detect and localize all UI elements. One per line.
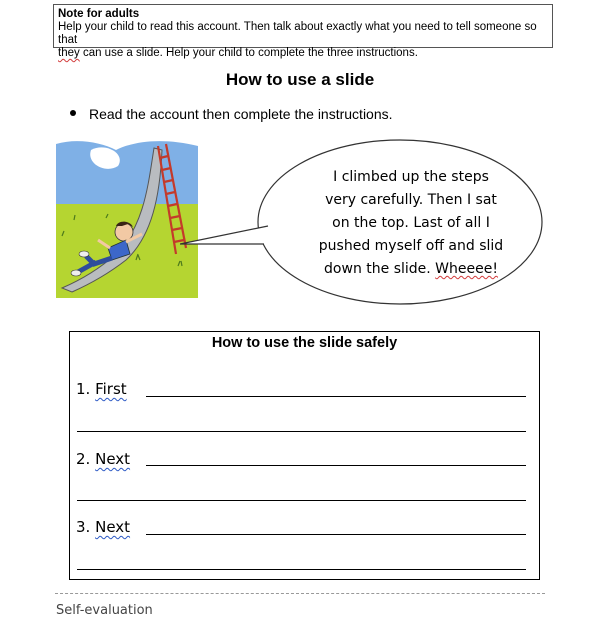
bubble-line: very carefully. Then I sat <box>325 192 497 208</box>
step-word: Next <box>95 450 131 468</box>
step-2-answer-line-2[interactable] <box>77 500 526 501</box>
instructions-title: How to use the slide safely <box>211 335 398 351</box>
step-1-answer-line-2[interactable] <box>77 431 526 432</box>
child-on-slide-illustration <box>56 136 198 298</box>
footer-divider <box>55 593 545 594</box>
note-line-2-rest: can use a slide. Help your child to complete the three instructions. <box>79 47 418 59</box>
step-3-label <box>76 518 130 536</box>
step-1-answer-line[interactable] <box>146 396 526 397</box>
note-spellcheck-word: they <box>58 47 80 59</box>
step-number: 1. <box>76 380 91 398</box>
page-title: How to use a slide <box>225 70 375 89</box>
bubble-line: I climbed up the steps <box>333 169 489 185</box>
step-number: 3. <box>76 518 91 536</box>
step-3-answer-line-2[interactable] <box>77 569 526 570</box>
note-title: Note for adults <box>58 8 140 20</box>
bubble-line-lead: down the slide. <box>324 261 436 277</box>
step-word: Next <box>95 518 131 536</box>
step-1-label <box>76 380 127 398</box>
note-line-2 <box>58 47 548 60</box>
note-line-1: Help your child to read this account. Then talk about exactly what you need to tell someone so that <box>58 21 537 46</box>
speech-bubble-text <box>296 166 526 281</box>
bubble-line <box>296 258 526 281</box>
step-3-answer-line[interactable] <box>146 534 526 535</box>
instructions-box <box>69 331 540 580</box>
step-word: First <box>95 380 127 398</box>
step-number: 2. <box>76 450 91 468</box>
bullet-icon <box>70 110 76 116</box>
bubble-exclaim: Wheeee! <box>435 261 498 277</box>
note-for-adults-box <box>53 4 553 59</box>
bubble-line: on the top. Last of all I <box>332 215 490 231</box>
step-2-answer-line[interactable] <box>146 465 526 466</box>
self-evaluation-label: Self-evaluation <box>56 603 153 618</box>
step-2-label <box>76 450 130 468</box>
bubble-line: pushed myself off and slid <box>318 238 504 254</box>
bullet-instruction: Read the account then complete the instructions. <box>89 106 393 122</box>
